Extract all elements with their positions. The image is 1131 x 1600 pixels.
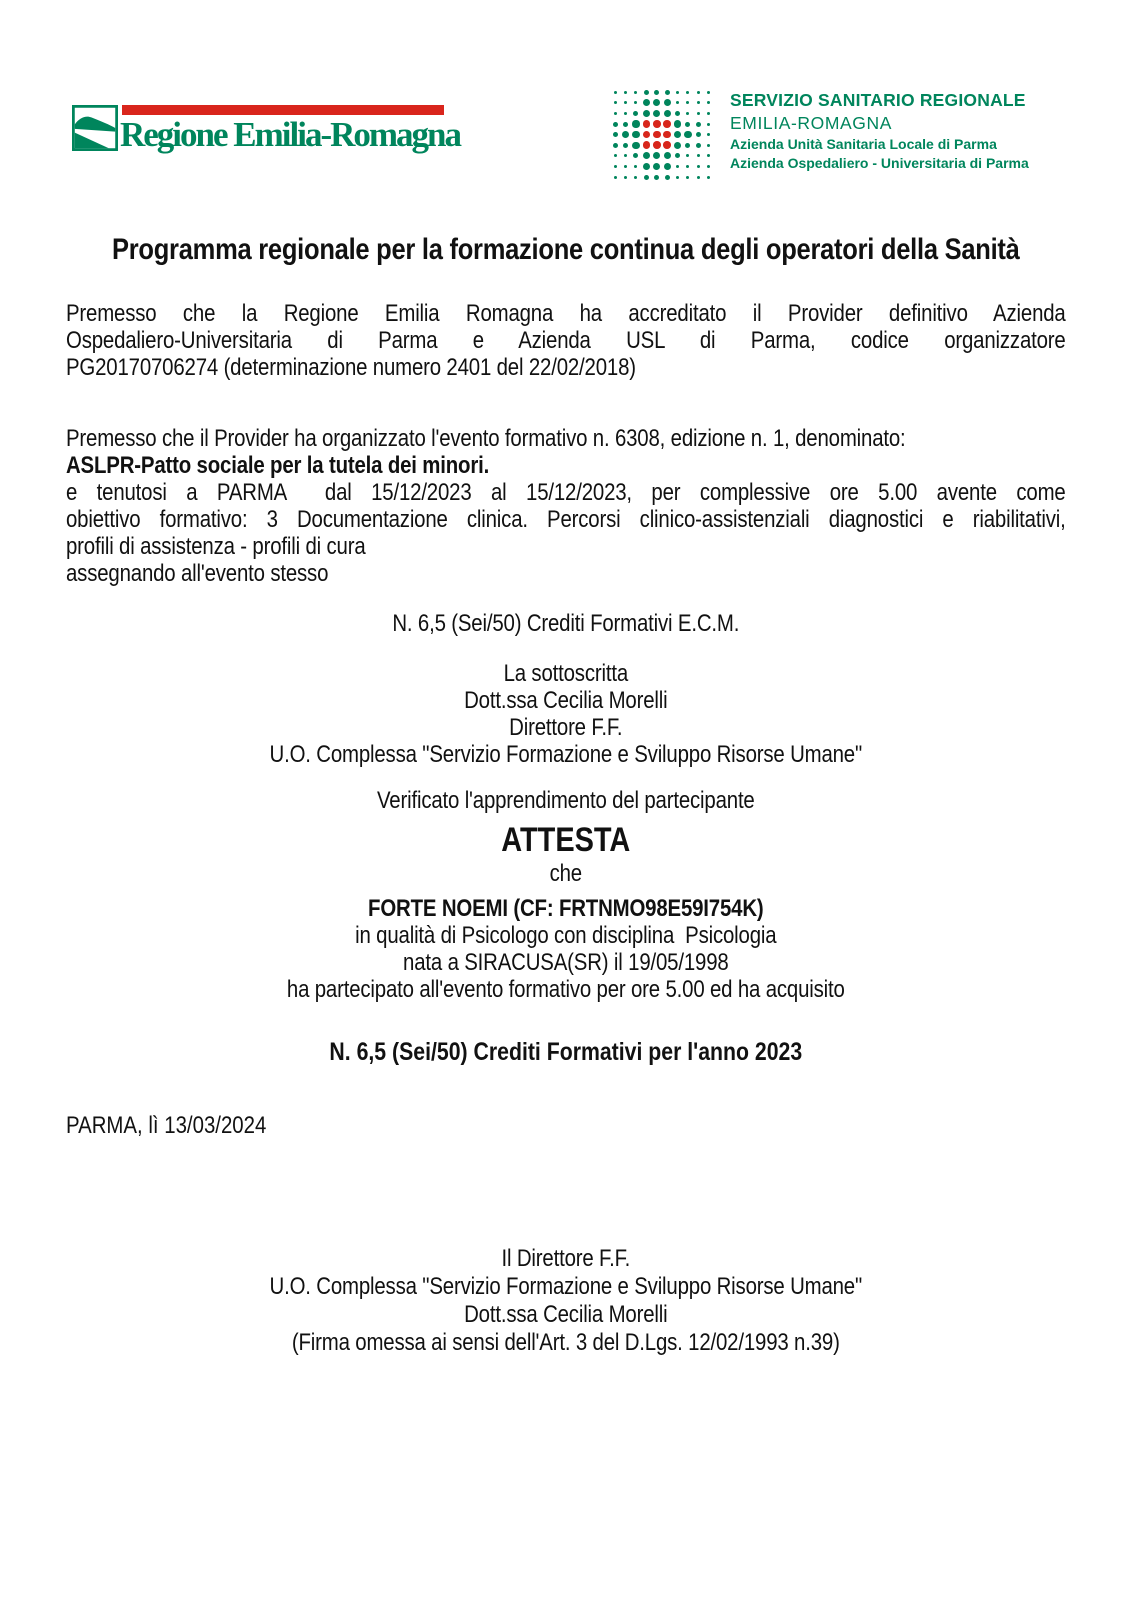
premise-paragraph-1-line: Ospedaliero-Universitaria di Parma e Azienda USL di Parma, codice organizzatore: [66, 327, 1066, 354]
footer-role: Il Direttore F.F.: [501, 1245, 631, 1272]
signatory-role: Direttore F.F.: [509, 714, 623, 741]
credits-ecm-line: N. 6,5 (Sei/50) Crediti Formativi E.C.M.: [392, 610, 740, 637]
participant-birth: nata a SIRACUSA(SR) il 19/05/1998: [403, 949, 729, 976]
attesta-heading: ATTESTA: [501, 821, 631, 859]
premise-paragraph-1-line: Premesso che la Regione Emilia Romagna ha accreditato il Provider definitivo Azienda: [66, 300, 1066, 327]
place-date-line: PARMA, lì 13/03/2024: [66, 1112, 267, 1139]
ssr-line-4: Azienda Ospedaliero - Universitaria di Parma: [730, 155, 1029, 171]
ssr-dot-matrix-icon: [610, 87, 714, 182]
footer-unit: U.O. Complessa "Servizio Formazione e Sviluppo Risorse Umane": [269, 1273, 863, 1300]
regione-emilia-romagna-logo: [72, 103, 461, 173]
premise-paragraph-2-line: profili di assistenza - profili di cura: [66, 533, 366, 560]
regione-red-bar: [122, 105, 444, 115]
signatory-block: [66, 660, 1066, 768]
premise-paragraph-1-line: PG20170706274 (determinazione numero 2401 del 22/02/2018): [66, 354, 636, 381]
premise-paragraph-2-line: e tenutosi a PARMA dal 15/12/2023 al 15/12/2023, per complessive ore 5.00 avente come: [66, 479, 1066, 506]
premise-paragraph-2-line: obiettivo formativo: 3 Documentazione clinica. Percorsi clinico-assistenziali diagnostici e riabilitativi,: [66, 506, 1066, 533]
premise-paragraph-2: [66, 425, 1066, 587]
document-title: Programma regionale per la formazione continua degli operatori della Sanità: [111, 233, 1020, 266]
participant-block: [66, 895, 1066, 1003]
signatory-intro: La sottoscritta: [503, 660, 629, 687]
regione-emblem-icon: [72, 105, 118, 151]
premise-paragraph-2-line: Premesso che il Provider ha organizzato l'evento formativo n. 6308, edizione n. 1, denominato:: [66, 425, 906, 452]
participation-line: ha partecipato all'evento formativo per ore 5.00 ed ha acquisito: [286, 976, 845, 1003]
footer-name: Dott.ssa Cecilia Morelli: [464, 1301, 668, 1328]
participant-name: FORTE NOEMI (CF: FRTNMO98E59I754K): [368, 895, 764, 922]
che-line: che: [549, 860, 582, 887]
signatory-name: Dott.ssa Cecilia Morelli: [464, 687, 668, 714]
certificate-body: [66, 187, 1066, 1357]
credits-year-line: N. 6,5 (Sei/50) Crediti Formativi per l'anno 2023: [329, 1038, 803, 1066]
ssr-line-1: SERVIZIO SANITARIO REGIONALE: [730, 90, 1026, 110]
ssr-logo-text: [730, 89, 1131, 173]
header: [66, 85, 1066, 187]
premise-paragraph-2-line: assegnando all'evento stesso: [66, 560, 329, 587]
verified-line: Verificato l'apprendimento del partecipante: [376, 787, 755, 814]
premise-paragraph-2-line: ASLPR-Patto sociale per la tutela dei minori.: [66, 452, 490, 479]
premise-paragraph-1: [66, 300, 1066, 381]
footer-signature-block: [66, 1245, 1066, 1357]
regione-logo-text: Regione Emilia-Romagna: [120, 115, 461, 154]
signatory-unit: U.O. Complessa "Servizio Formazione e Sviluppo Risorse Umane": [269, 741, 863, 768]
participant-qualification: in qualità di Psicologo con disciplina Psicologia: [355, 922, 777, 949]
footer-signature-note: (Firma omessa ai sensi dell'Art. 3 del D.Lgs. 12/02/1993 n.39): [291, 1329, 840, 1356]
ssr-line-2: EMILIA-ROMAGNA: [730, 113, 893, 133]
ssr-line-3: Azienda Unità Sanitaria Locale di Parma: [730, 136, 997, 152]
